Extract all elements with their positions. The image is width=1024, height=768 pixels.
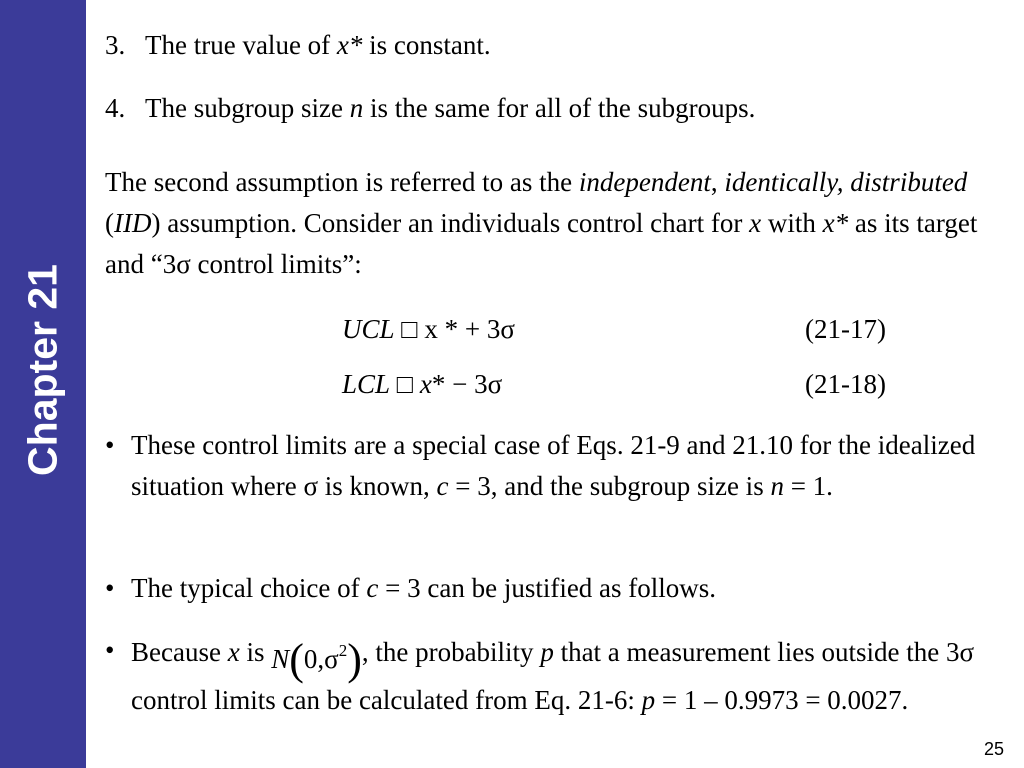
variable-text: x* (336, 30, 363, 60)
paragraph-text: ( (105, 208, 114, 238)
formula-exponent: 2 (338, 641, 348, 660)
bullet-text-span: that a measurement lies outside the 3σ control limits can be calculated from Eq. 21-6: (131, 637, 974, 715)
variable-text: p (641, 685, 656, 715)
bullet-text-span: = 1. (783, 471, 833, 501)
list-text: The subgroup size (145, 93, 350, 123)
equation-operator: □ (394, 314, 425, 344)
bullet-dot: • (105, 635, 115, 665)
formula-mean: 0, (303, 644, 325, 674)
bullet-item (105, 630, 1010, 721)
equation-rhs: x * + 3σ (424, 314, 515, 344)
bullet-text (131, 568, 1010, 609)
paragraph-text: with (761, 208, 823, 238)
list-item-3 (105, 25, 491, 65)
list-number: 4. (105, 93, 126, 123)
paragraph-italic: IID (114, 208, 152, 238)
variable-text: n (349, 93, 364, 123)
equation-label: UCL (342, 314, 395, 344)
formula-sigma: σ (324, 644, 339, 674)
bullet-text-span: Because (131, 637, 228, 668)
bullet-dot: • (105, 430, 115, 460)
list-text: is the same for all of the subgroups. (363, 93, 756, 123)
list-number: 3. (105, 30, 126, 60)
equation-rhs: * − 3σ (431, 369, 503, 399)
paragraph-text: ) assumption. Consider an individuals control chart for (151, 208, 750, 238)
equation-number: (21-18) (805, 369, 886, 399)
variable-text: n (770, 471, 784, 501)
bullet-text-span: = 3, and the subgroup size is (448, 471, 771, 501)
bullet-dot: • (105, 573, 115, 603)
chapter-label: Chapter 21 (19, 264, 66, 476)
formula-n: N (271, 644, 290, 674)
iid-paragraph (105, 162, 1010, 285)
formula-paren: ( (289, 635, 304, 684)
paragraph-italic: independent (578, 167, 711, 197)
equation-label: LCL (342, 369, 391, 399)
paragraph-text: , (710, 167, 725, 197)
variable-text: p (540, 637, 554, 668)
variable-text: c (366, 573, 379, 603)
bullet-item (105, 568, 1010, 609)
chapter-sidebar (0, 0, 86, 768)
paragraph-italic: x* (822, 208, 849, 238)
bullet-text-span: = 1 – 0.9973 = 0.0027. (655, 685, 909, 715)
list-text: The true value of (145, 30, 337, 60)
paragraph-italic: x (749, 208, 762, 238)
variable-text: x (227, 637, 240, 668)
bullet-text-span: is (239, 637, 272, 668)
list-text: is constant. (362, 30, 491, 60)
bullet-item (105, 425, 1010, 507)
equation-variable: x (419, 369, 432, 399)
variable-text: c (436, 471, 449, 501)
normal-distribution-formula (271, 630, 362, 684)
paragraph-text: The second assumption is referred to as the (105, 167, 579, 197)
paragraph-text: as its target and “3σ control limits”: (105, 208, 978, 279)
bullet-text-span: = 3 can be justified as follows. (378, 573, 717, 603)
page-number: 25 (983, 739, 1004, 759)
bullet-text-span: The typical choice of (131, 573, 367, 603)
equation-operator: □ (390, 369, 420, 399)
equation-ucl (342, 309, 515, 349)
bullet-text-span: These control limits are a special case of Eqs. 21-9 and 21.10 for the idealized situation where σ is known, (131, 430, 976, 501)
equation-number: (21-17) (805, 314, 886, 344)
bullet-text (131, 425, 1010, 507)
equation-lcl (342, 364, 502, 404)
bullet-text (131, 630, 1010, 721)
formula-paren: ) (347, 635, 362, 684)
slide-content (105, 0, 1015, 768)
paragraph-italic: identically, distributed (724, 167, 968, 197)
list-item-4 (105, 88, 755, 128)
bullet-text-span: , the probability (361, 637, 541, 668)
